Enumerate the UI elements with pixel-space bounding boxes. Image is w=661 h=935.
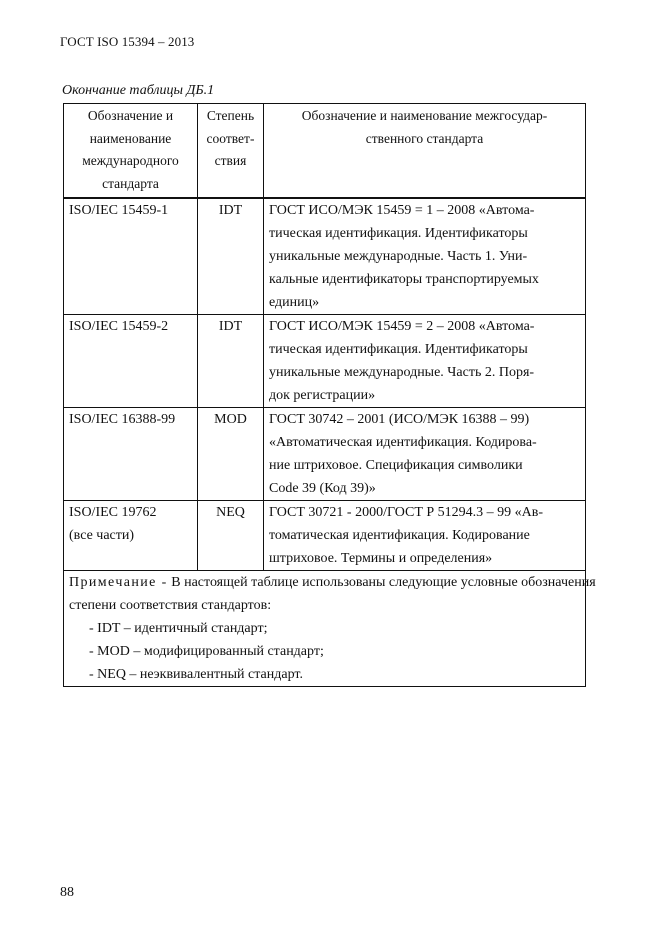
cell-international-standard: ISO/IEC 15459-1 xyxy=(64,198,198,315)
cell-degree: IDT xyxy=(198,315,264,408)
table-row xyxy=(64,501,586,571)
note-item-idt: - IDT – идентичный стандарт; xyxy=(89,621,268,636)
note-text-continued: степени соответствия стандартов: xyxy=(69,598,272,613)
table-row xyxy=(64,315,586,408)
note-item-mod: - MOD – модифицированный стандарт; xyxy=(89,644,324,659)
note-label: Примечание - xyxy=(69,575,168,590)
cell-international-standard: ISO/IEC 19762 (все части) xyxy=(64,501,198,571)
table-row xyxy=(64,408,586,501)
cell-interstate-standard: ГОСТ ИСО/МЭК 15459 = 2 – 2008 «Автома- тическая идентификация. Идентификаторы уникальные международные. Часть 2. Поря- док регистрации» xyxy=(264,315,586,408)
cell-degree: MOD xyxy=(198,408,264,501)
page-number: 88 xyxy=(60,885,74,900)
table-note xyxy=(64,571,596,687)
cell-interstate-standard: ГОСТ ИСО/МЭК 15459 = 1 – 2008 «Автома- тическая идентификация. Идентификаторы уникальные международные. Часть 1. Уни- кальные идентификаторы транспортируемых единиц» xyxy=(264,198,586,315)
document-header: ГОСТ ISO 15394 – 2013 xyxy=(60,34,195,49)
cell-international-standard: ISO/IEC 16388-99 xyxy=(64,408,198,501)
cell-interstate-standard: ГОСТ 30721 - 2000/ГОСТ Р 51294.3 – 99 «Ав- томатическая идентификация. Кодирование штриховое. Термины и определения» xyxy=(264,501,586,571)
table-caption: Окончание таблицы ДБ.1 xyxy=(62,83,215,98)
table-row xyxy=(64,198,586,315)
standards-table xyxy=(63,103,596,687)
cell-interstate-standard: ГОСТ 30742 – 2001 (ИСО/МЭК 16388 – 99) «Автоматическая идентификация. Кодирова- ние штриховое. Спецификация символики Code 39 (Код 39)» xyxy=(264,408,586,501)
cell-degree: NEQ xyxy=(198,501,264,571)
table-note-row xyxy=(64,571,586,687)
header-degree-of-conformity: Степень соответ- ствия xyxy=(198,104,264,199)
cell-international-standard: ISO/IEC 15459-2 xyxy=(64,315,198,408)
header-interstate-standard: Обозначение и наименование межгосудар- ственного стандарта xyxy=(264,104,586,199)
table-header-row xyxy=(64,104,586,199)
note-text: В настоящей таблице использованы следующие условные обозначения xyxy=(167,575,596,590)
note-item-neq: - NEQ – неэквивалентный стандарт. xyxy=(89,667,303,682)
cell-degree: IDT xyxy=(198,198,264,315)
header-international-standard: Обозначение и наименование международного стандарта xyxy=(64,104,198,199)
